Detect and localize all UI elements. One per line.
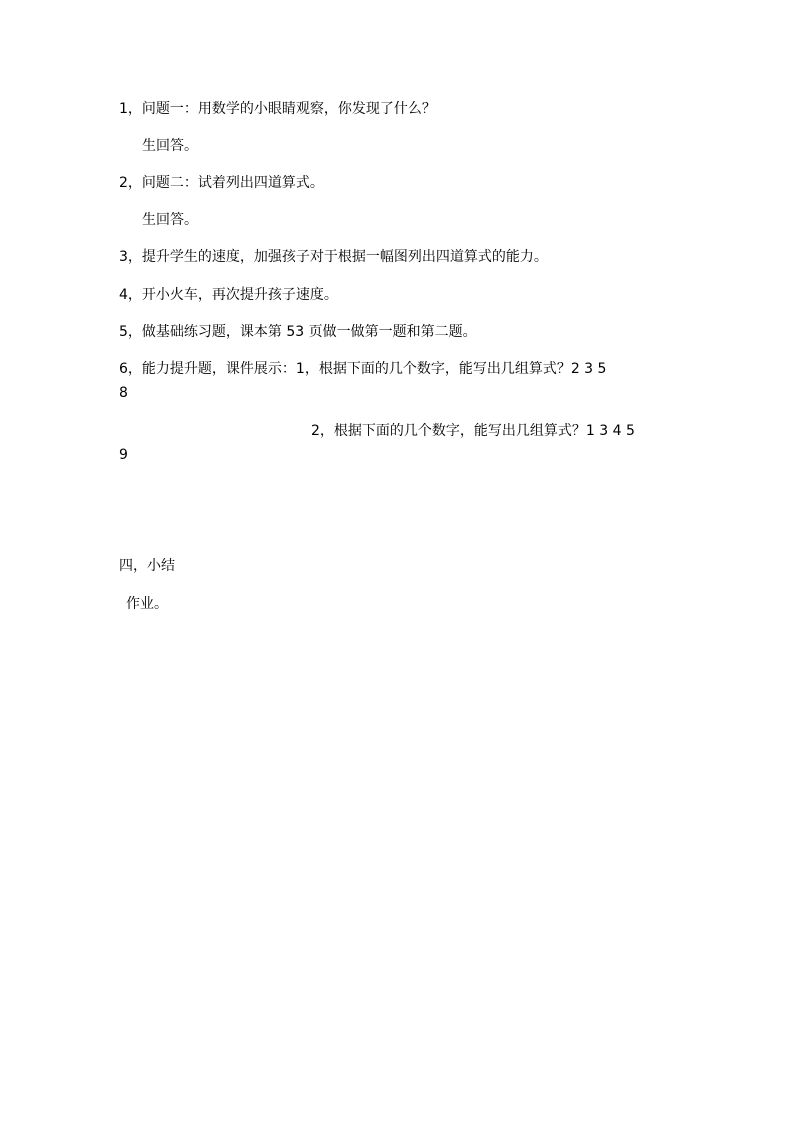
item-4-train: 4，开小火车，再次提升孩子速度。 <box>119 287 338 303</box>
summary-heading: 四，小结 <box>119 558 175 574</box>
item-3-speed: 3，提升学生的速度，加强孩子对于根据一幅图列出四道算式的能力。 <box>119 249 548 265</box>
item-1-question-one: 1，问题一：用数学的小眼睛观察，你发现了什么？ <box>119 101 436 117</box>
item-6-continuation: 8 <box>119 385 128 401</box>
item-6-ability: 6，能力提升题，课件展示：1，根据下面的几个数字，能写出几组算式？2 3 5 <box>119 361 607 377</box>
student-answer-2: 生回答。 <box>142 212 198 228</box>
item-6-sub-2: 2，根据下面的几个数字，能写出几组算式？1 3 4 5 <box>311 423 635 439</box>
item-5-practice: 5，做基础练习题，课本第 53 页做一做第一题和第二题。 <box>119 324 477 340</box>
item-2-question-two: 2，问题二：试着列出四道算式。 <box>119 175 324 191</box>
student-answer-1: 生回答。 <box>142 138 198 154</box>
item-6-sub-2-continuation: 9 <box>119 447 128 463</box>
homework-text: 作业。 <box>126 596 168 612</box>
